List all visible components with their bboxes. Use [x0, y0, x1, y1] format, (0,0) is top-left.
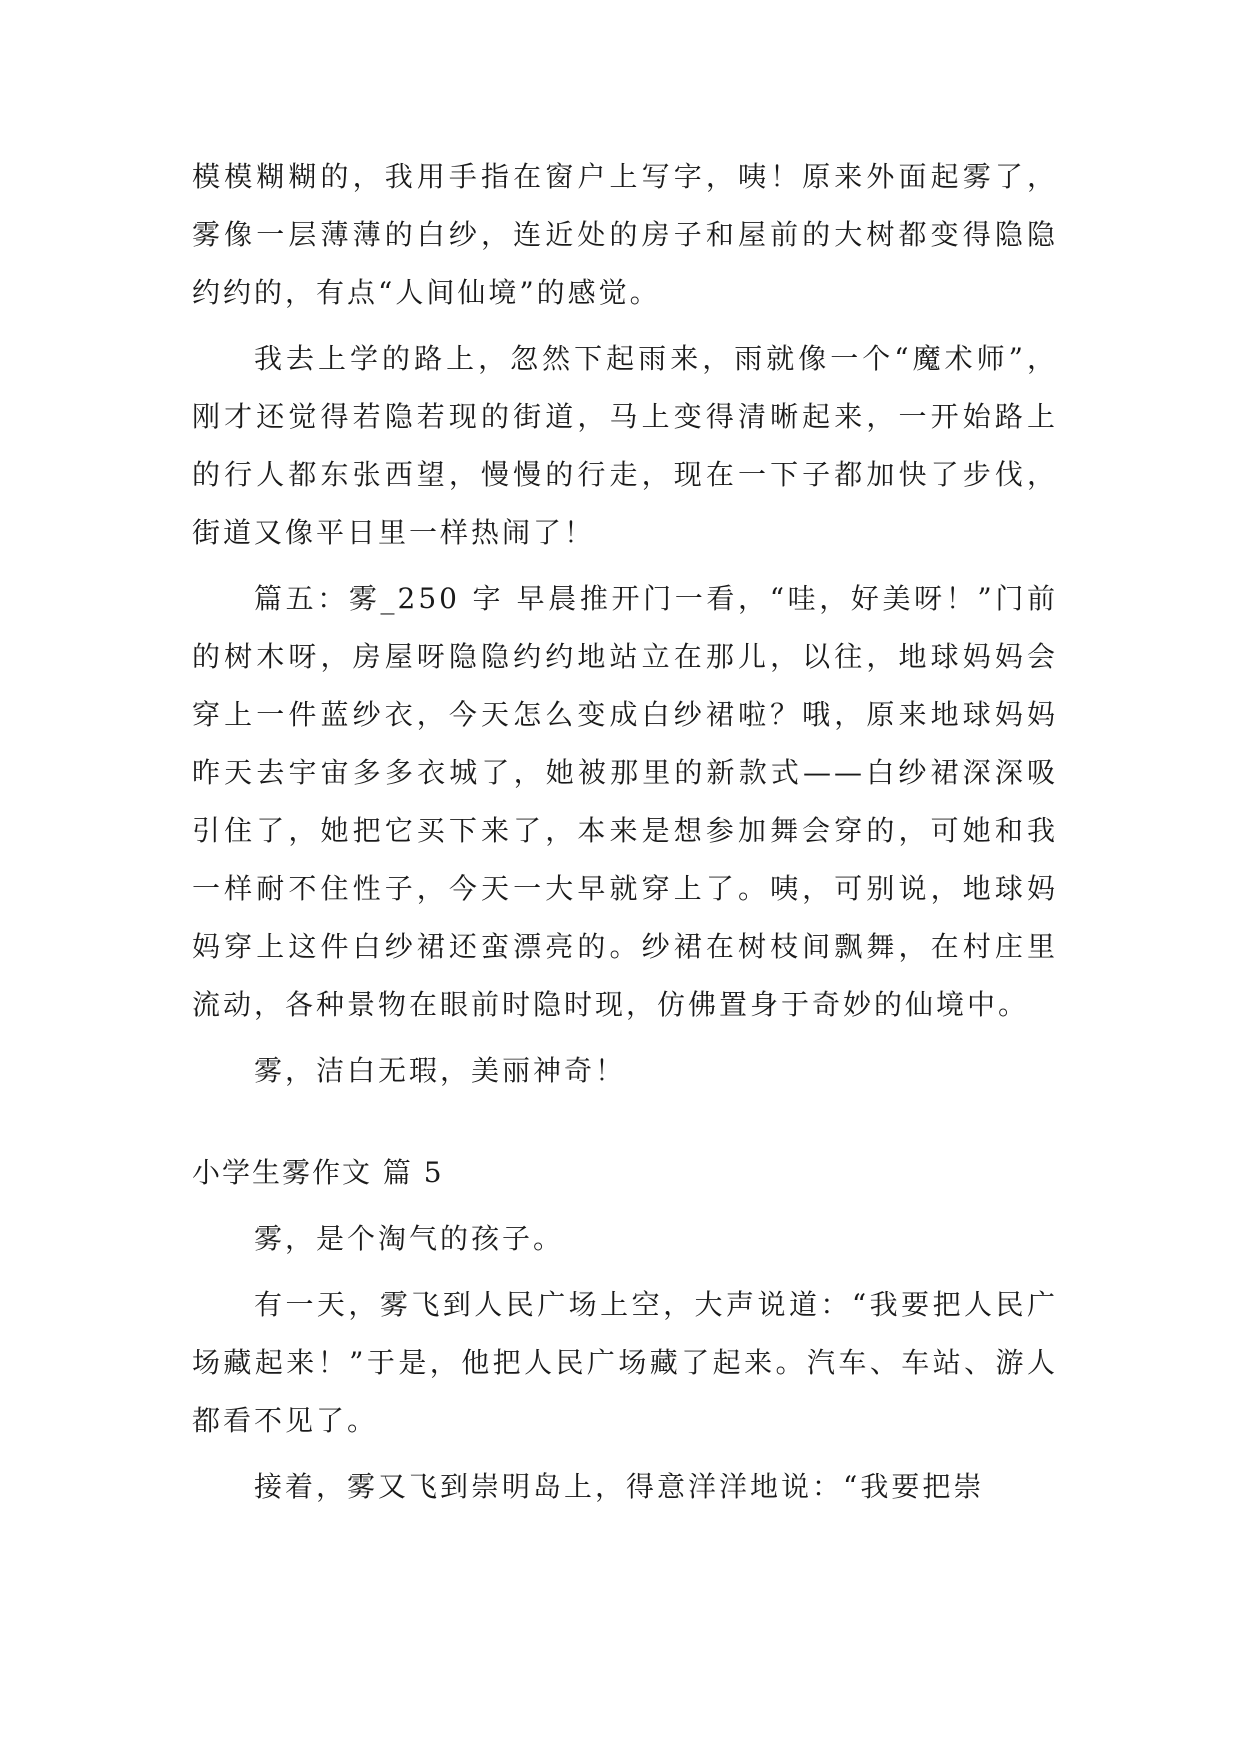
essay-heading: 小学生雾作文 篇 5: [192, 1156, 444, 1189]
article-body: [192, 148, 1058, 1524]
paragraph-rain-magician: 我去上学的路上，忽然下起雨来，雨就像一个“魔术师”，刚才还觉得若隐若现的街道，马上变得清晰起来，一开始路上的行人都东张西望，慢慢的行走，现在一下子都加快了步伐，街道又像平日里一样热闹了！: [192, 342, 1058, 549]
paragraph-chongming: 接着，雾又飞到崇明岛上，得意洋洋地说：“我要把崇: [254, 1470, 985, 1503]
paragraph-peoples-square: 有一天，雾飞到人民广场上空，大声说道：“我要把人民广场藏起来！”于是，他把人民广场藏了起来。汽车、车站、游人都看不见了。: [192, 1288, 1058, 1437]
paragraph-fog-morning: 模模糊糊的，我用手指在窗户上写字，咦！原来外面起雾了，雾像一层薄薄的白纱，连近处的房子和屋前的大树都变得隐隐约约的，有点“人间仙境”的感觉。: [192, 160, 1058, 309]
paragraph-essay-five: 篇五：雾_250 字 早晨推开门一看，“哇，好美呀！”门前的树木呀，房屋呀隐隐约约地站立在那儿，以往，地球妈妈会穿上一件蓝纱衣，今天怎么变成白纱裙啦？哦，原来地球妈妈昨天去宇宙多多衣城了，她被那里的新款式——白纱裙深深吸引住了，她把它买下来了，本来是想参加舞会穿的，可她和我一样耐不住性子，今天一大早就穿上了。咦，可别说，地球妈妈穿上这件白纱裙还蛮漂亮的。纱裙在树枝间飘舞，在村庄里流动，各种景物在眼前时隐时现，仿佛置身于奇妙的仙境中。: [192, 582, 1058, 1021]
paragraph-fog-conclusion: 雾，洁白无瑕，美丽神奇！: [254, 1054, 627, 1087]
paragraph-naughty-child: 雾，是个淘气的孩子。: [254, 1222, 565, 1255]
